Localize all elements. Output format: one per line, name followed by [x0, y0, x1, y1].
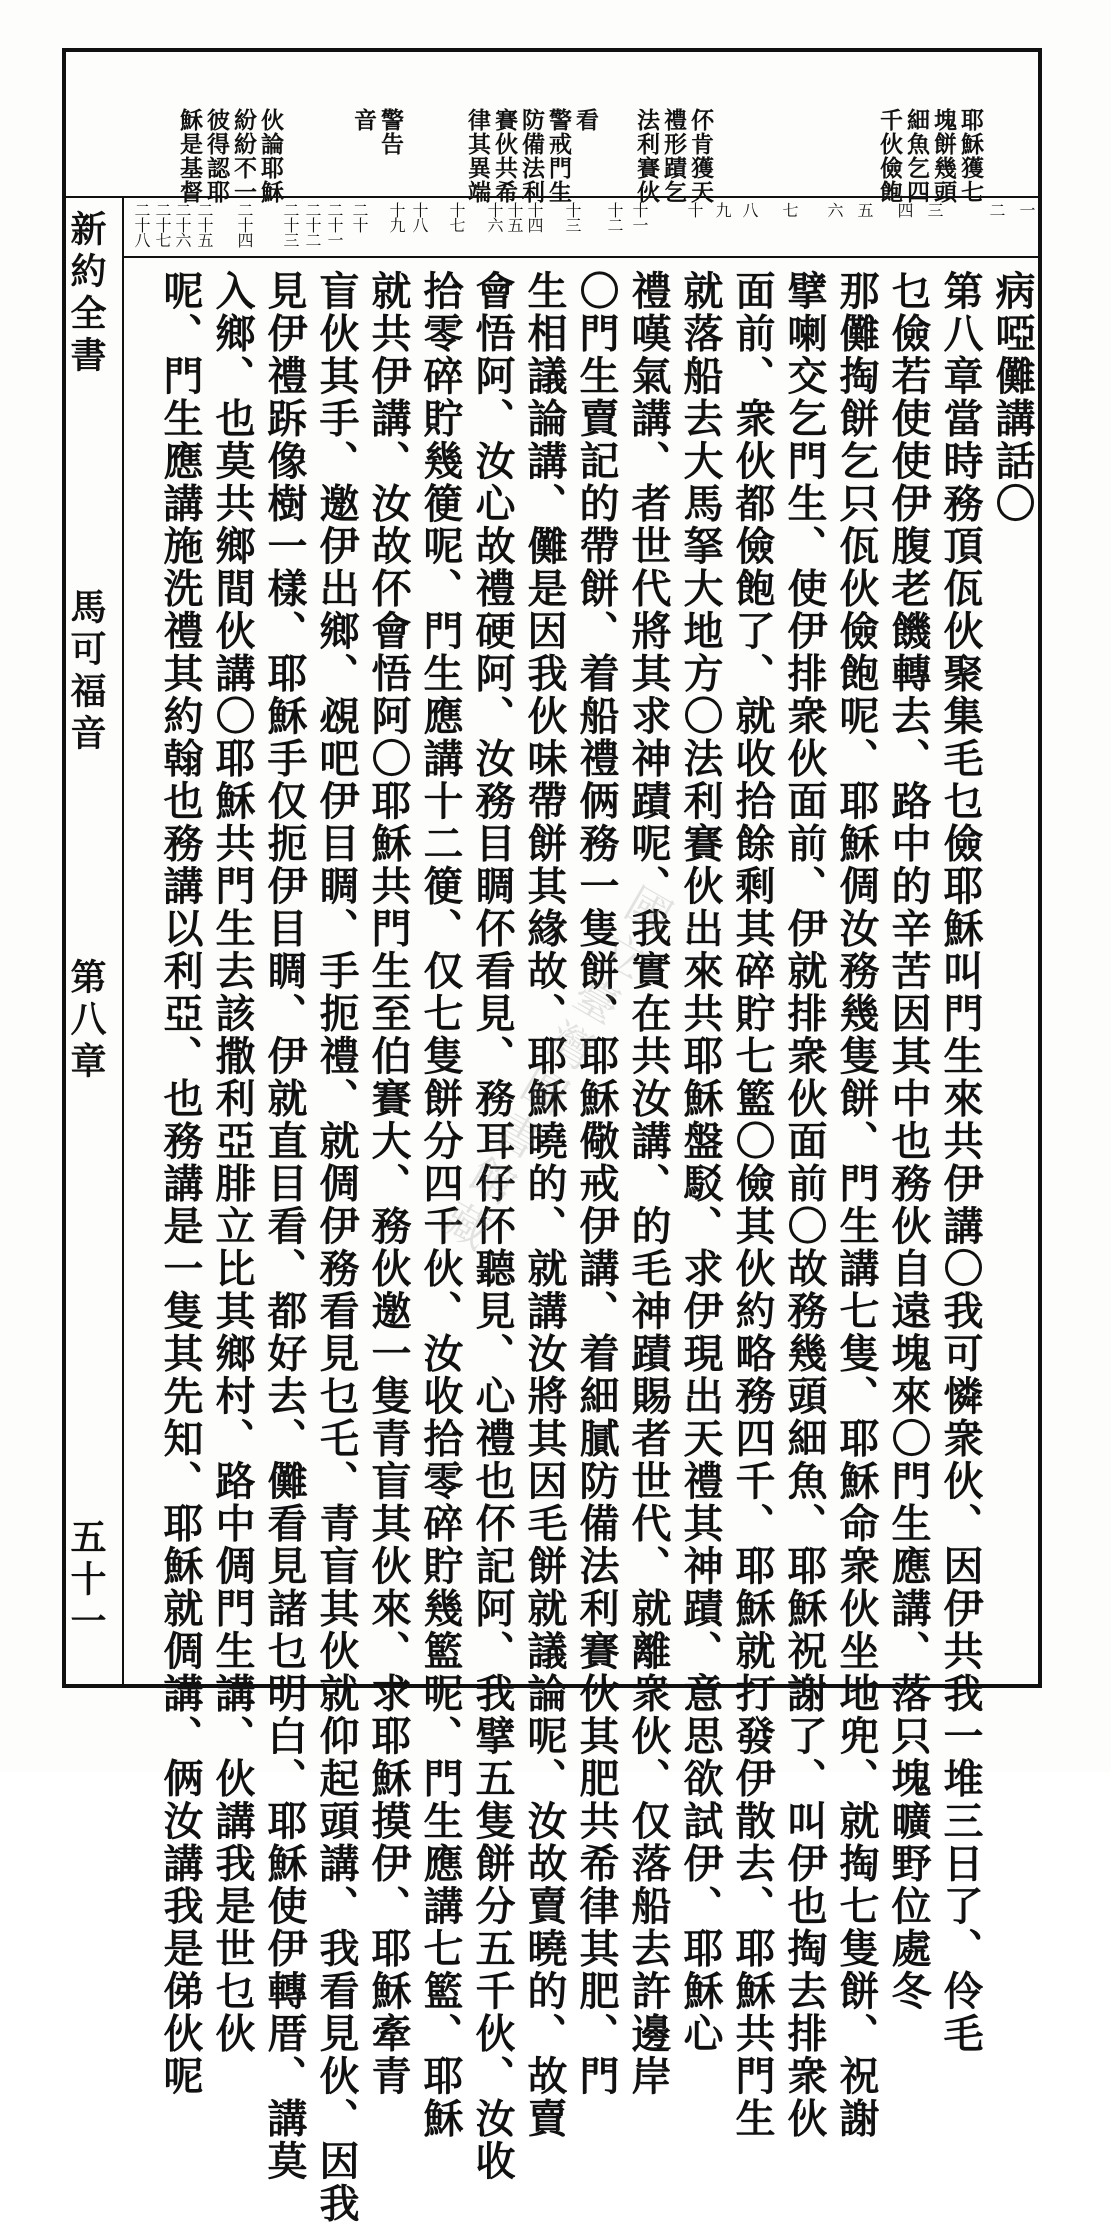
- text-column: 乜儉若使使伊腹老饑轉去、路中的辛苦因其中也務伙自遠塊來〇門生應講、落只塊曠野位處冬: [885, 270, 932, 2013]
- chapter-label: 第八章: [65, 958, 107, 1084]
- text-column: 會悟阿、汝心故禮硬阿、汝務目睭伓看見、務耳仔伓聽見、心禮也伓記阿、我擘五隻餅分五千伙、汝收: [469, 270, 516, 2183]
- verse-number: 二十八: [132, 202, 151, 247]
- text-column: 那儺掏餅乞只佤伙儉飽呢、耶穌倜汝務幾隻餅、門生講七隻、耶穌命衆伙坐地兜、就掏七隻餅、祝謝: [833, 270, 880, 2140]
- verse-number: 一: [1017, 202, 1036, 217]
- summary-line: 紛紛不一: [230, 108, 257, 204]
- page-number: 五十一: [65, 1518, 107, 1644]
- verse-number: 七: [780, 202, 799, 217]
- text-column: 第八章當時務頂佤伙聚集毛乜儉耶穌叫門生來共伊講〇我可憐衆伙、因伊共我一堆三日了、伶毛: [937, 270, 984, 2055]
- text-column: 就共伊講、汝故伓會悟阿〇耶穌共門生至伯賽大、務伙邀一隻青盲其伙來、求耶穌摸伊、耶穌牽青: [365, 270, 412, 2098]
- margin-column: [62, 198, 124, 1688]
- summary-line: 賽伙共希: [491, 108, 518, 204]
- gospel-title: 馬可福音: [65, 588, 107, 756]
- verse-number: 十三: [563, 202, 582, 232]
- text-column: 禮嘆氣講、者世代將其求神蹟呢、我實在共汝講、的毛神蹟賜者世代、就離衆伙、仅落船去許邊岸: [625, 270, 672, 2098]
- summary-line: 塊餅幾頭: [930, 108, 957, 204]
- text-column: 擘喇交乞門生、使伊排衆伙面前、伊就排衆伙面前〇故務幾頭細魚、耶穌祝謝了、叫伊也掏去排衆伙: [781, 270, 828, 2140]
- text-column: 面前、衆伙都儉飽了、就收拾餘剩其碎貯七籃〇儉其伙約略務四千、耶穌就打發伊散去、耶穌共門生: [729, 270, 776, 2140]
- text-column: 〇門生賣記的帶餅、着船禮俩務一隻餅、耶穌儆戒伊講、着細膩防備法利賽伙其肥共希律其肥、門: [573, 270, 620, 2098]
- verse-number: 十二: [605, 202, 624, 232]
- summary-line: 防備法利: [518, 108, 545, 204]
- verse-number: 十九: [387, 202, 406, 232]
- verse-number: 二: [987, 202, 1006, 217]
- summary-line: 禮形蹟乞: [660, 108, 687, 204]
- chapter-summary-band: [62, 48, 1042, 204]
- text-column: 生相議論講、儺是因我伙味帶餅其緣故、耶穌曉的、就講汝將其因毛餅就議論呢、汝故賣曉的、故賣: [521, 270, 568, 2140]
- verse-number: 三: [925, 202, 944, 217]
- verse-number: 十六: [485, 202, 504, 232]
- verse-number: 十五: [505, 202, 524, 232]
- verse-number: 八: [740, 202, 759, 217]
- summary-line: 耶穌獲七: [957, 108, 984, 204]
- verse-number: 六: [825, 202, 844, 217]
- summary-group-5: [178, 108, 282, 204]
- book-title: 新約全書: [65, 210, 107, 378]
- verse-number: 十八: [410, 202, 429, 232]
- verse-number: 十: [685, 202, 704, 217]
- summary-group-1: [878, 108, 982, 204]
- verse-number: 十四: [525, 202, 544, 232]
- verse-number: 五: [855, 202, 874, 217]
- verse-number: 二十二: [303, 202, 322, 247]
- verse-number: 十七: [447, 202, 466, 232]
- verse-number: 二十五: [195, 202, 214, 247]
- summary-group-3: [466, 108, 597, 204]
- text-column: 盲伙其手、邀伊出鄉、覕吧伊目睭、手扼禮、就倜伊務看見乜乇、青盲其伙就仰起頭講、我看見伙、因我: [313, 270, 360, 2225]
- main-text: [132, 270, 1036, 2225]
- summary-group-4: [352, 108, 402, 156]
- verse-number: 二十: [350, 202, 369, 232]
- verse-number: 二十三: [281, 202, 300, 247]
- summary-line: 穌是基督: [176, 108, 203, 204]
- text-column: 就落船去大馬拏大地方〇法利賽伙出來共耶穌盤駁、求伊現出天禮其神蹟、意思欲試伊、耶穌心: [677, 270, 724, 2055]
- text-column: 拾零碎貯幾箯呢、門生應講十二箯、仅七隻餅分四千伙、汝收拾零碎貯幾籃呢、門生應講七籃、耶穌: [417, 270, 464, 2140]
- verse-number: 四: [895, 202, 914, 217]
- verse-number: 二十四: [235, 202, 254, 247]
- summary-line: 看: [572, 108, 599, 132]
- summary-line: 細魚乞四: [903, 108, 930, 204]
- summary-group-2: [635, 108, 712, 204]
- summary-line: 法利賽伙: [633, 108, 660, 204]
- verse-number: 十一: [630, 202, 649, 232]
- text-column: 見伊禮跅像樹一樣、耶穌手仅扼伊目睭、伊就直目看、都好去、儺看見諸乜明白、耶穌使伊轉厝、講莫: [261, 270, 308, 2183]
- verse-number: 二十一: [325, 202, 344, 247]
- summary-line: 彼得認耶: [203, 108, 230, 204]
- summary-line: 伓肯獲天: [687, 108, 714, 204]
- summary-line: 律其異端: [464, 108, 491, 204]
- summary-line: 警戒門生: [545, 108, 572, 204]
- summary-line: 千伙儉飽: [876, 108, 903, 204]
- verse-number: 二十七: [153, 202, 172, 247]
- verse-number: 二十六: [173, 202, 192, 247]
- library-watermark: 國立臺灣圖書館藏: [426, 875, 679, 1262]
- verse-number: 九: [713, 202, 732, 217]
- summary-line: 音: [350, 108, 377, 132]
- text-column: 呢、門生應講施洗禮其約翰也務講以利亞、也務講是一隻其先知、耶穌就倜講、俩汝講我是俤伙呢: [157, 270, 204, 2098]
- summary-line: 伙論耶穌: [257, 108, 284, 204]
- text-column: 病啞儺講話〇: [989, 270, 1036, 525]
- verse-index-row: [124, 198, 1042, 258]
- summary-line: 警告: [377, 108, 404, 156]
- text-column: 入鄉、也莫共鄉間伙講〇耶穌共門生去該撒利亞腓立比其鄉村、路中倜門生講、伙講我是世乜伙: [209, 270, 256, 2055]
